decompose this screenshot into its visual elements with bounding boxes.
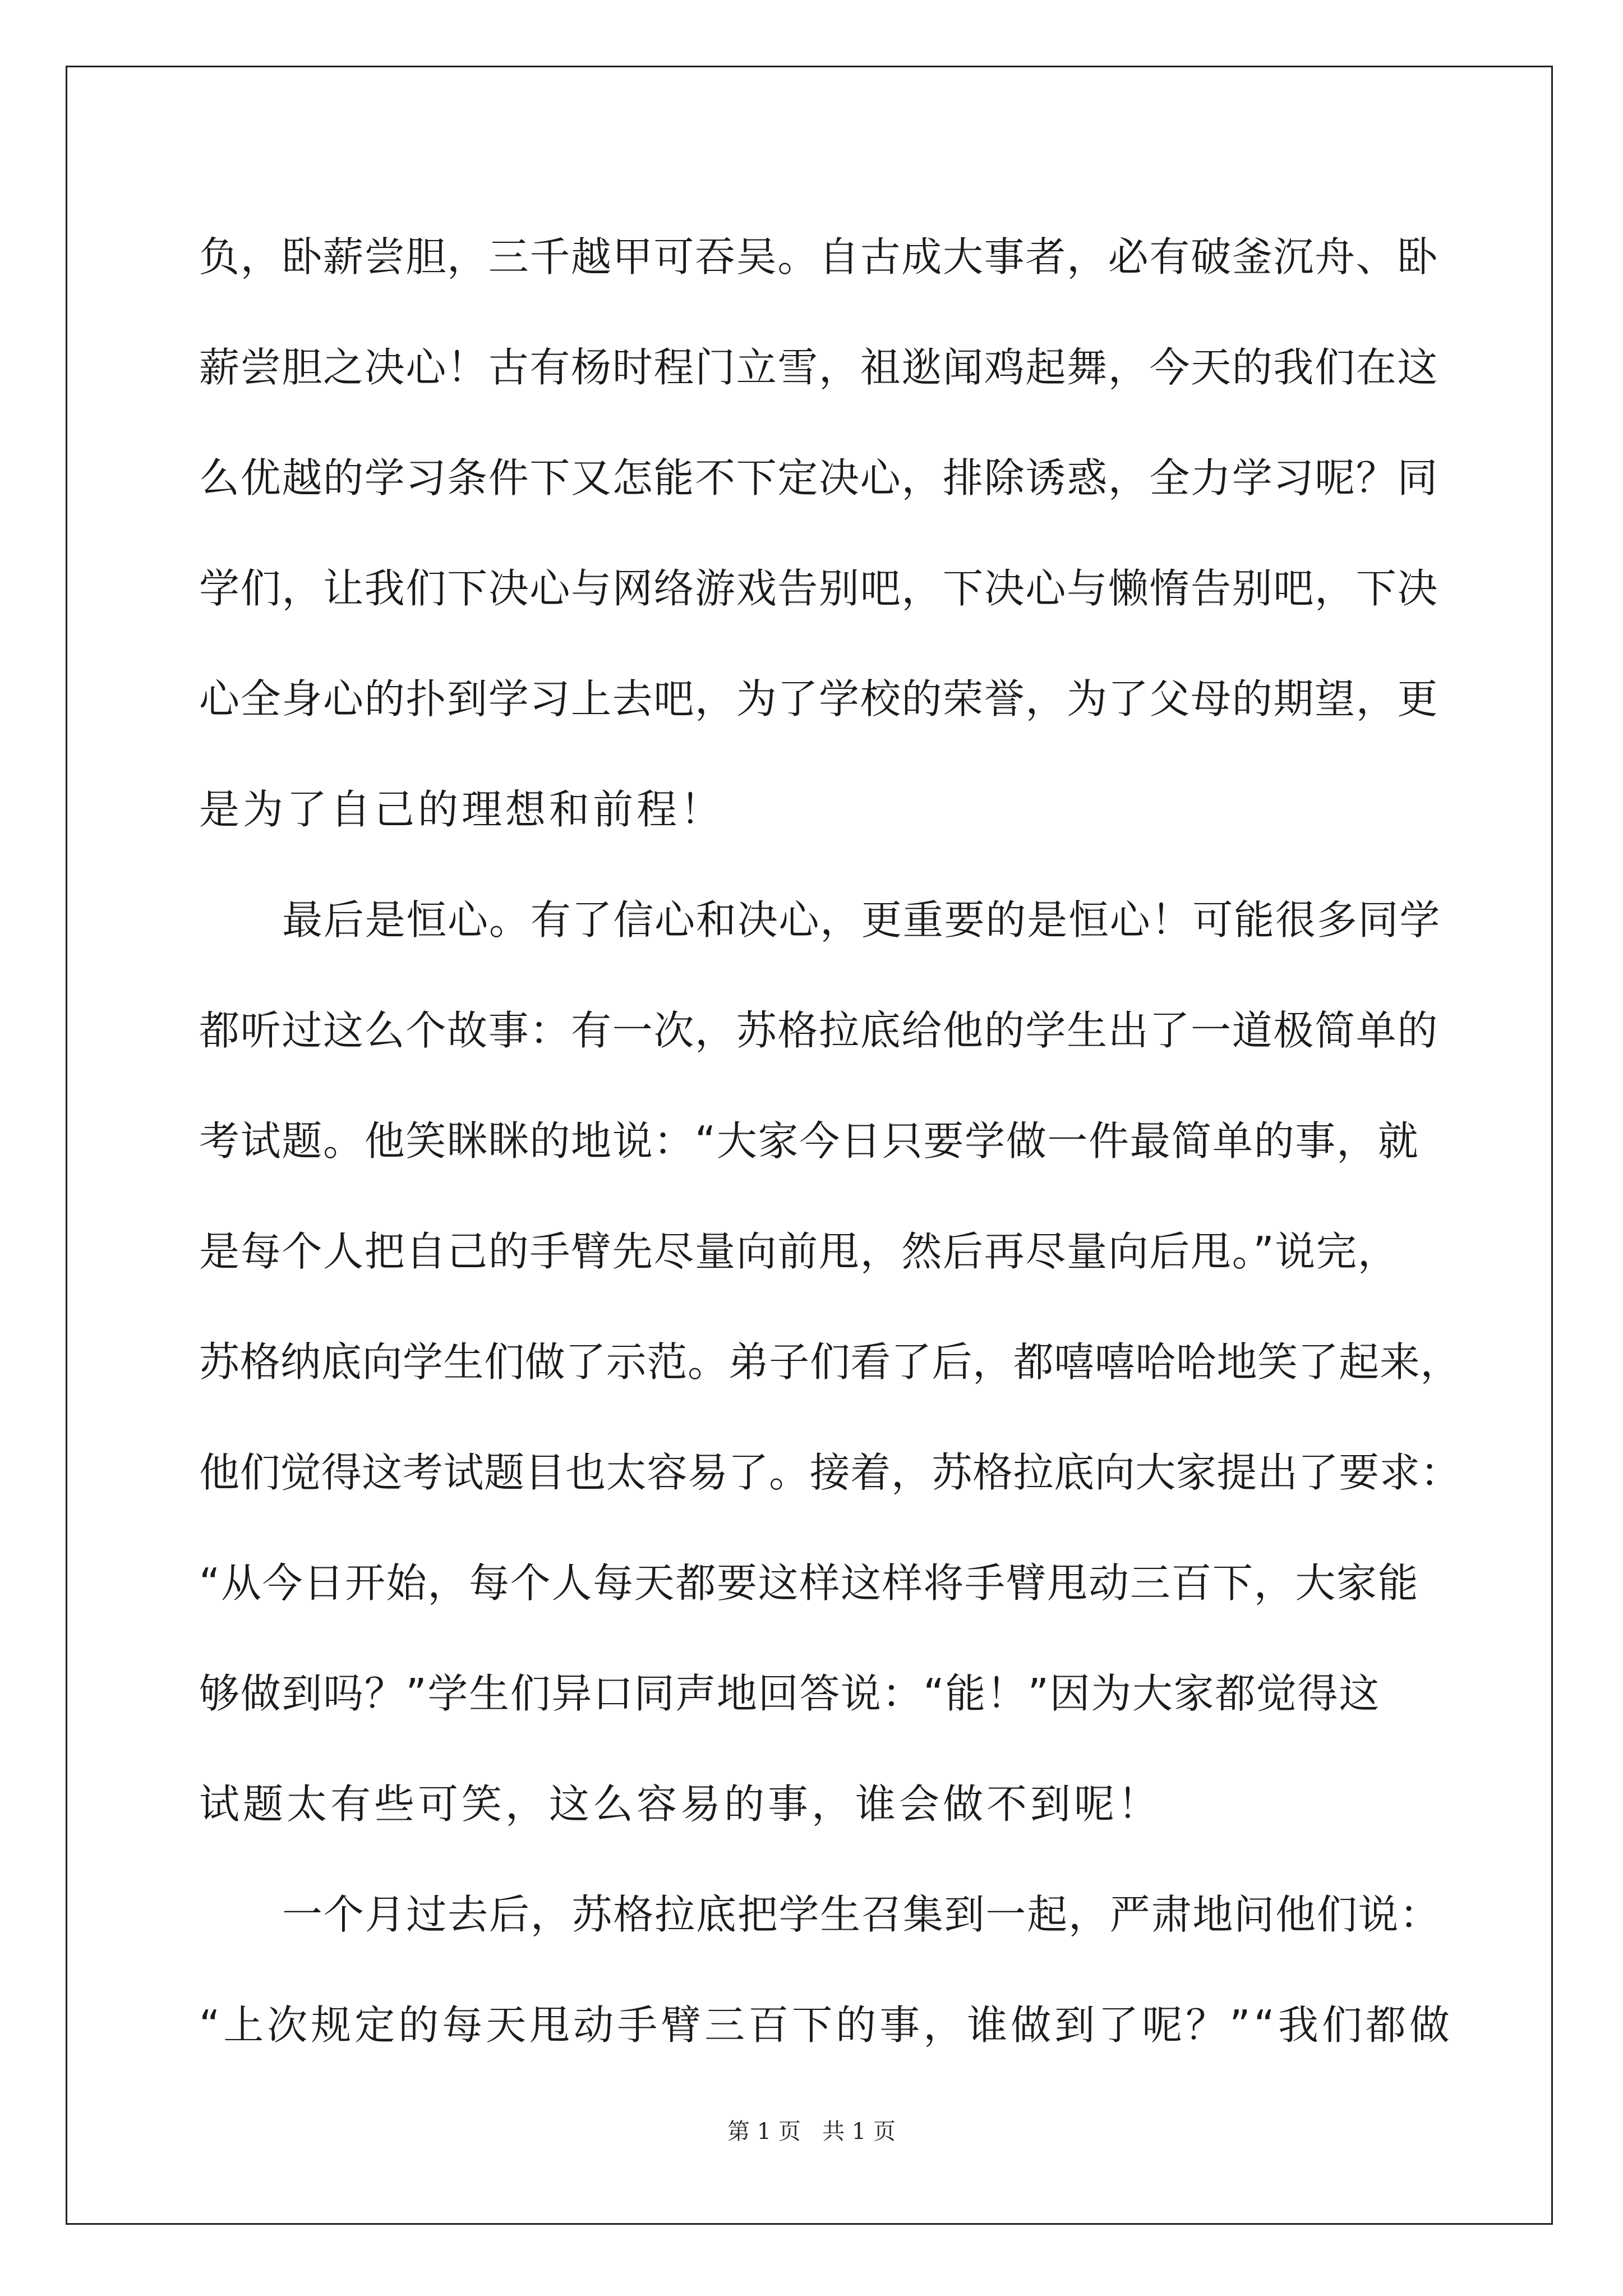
text-line: “上次规定的每天甩动手臂三百下的事，谁做到了呢？”“我们都做 (199, 2001, 1453, 2049)
text-line: 学们，让我们下决心与网络游戏告别吧，下决心与懒惰告别吧，下决 (199, 565, 1439, 612)
text-line: 苏格纳底向学生们做了示范。弟子们看了后，都嘻嘻哈哈地笑了起来， (199, 1338, 1461, 1386)
text-line: 都听过这么个故事：有一次，苏格拉底给他的学生出了一道极简单的 (199, 1007, 1439, 1054)
document-body (199, 202, 1461, 2081)
text-line: 够做到吗？”学生们异口同声地回答说：“能！”因为大家都觉得这 (199, 1670, 1381, 1717)
text-line: 是每个人把自己的手臂先尽量向前甩，然后再尽量向后甩。”说完， (199, 1228, 1399, 1275)
text-line: 最后是恒心。有了信心和决心，更重要的是恒心！可能很多同学 (282, 896, 1441, 944)
text-line: 考试题。他笑眯眯的地说：“大家今日只要学做一件最简单的事，就 (199, 1117, 1419, 1165)
text-line: 么优越的学习条件下又怎能不下定决心，排除诱惑，全力学习呢？同 (199, 454, 1439, 501)
text-line: 他们觉得这考试题目也太容易了。接着，苏格拉底向大家提出了要求： (199, 1449, 1461, 1496)
text-line: 心全身心的扑到学习上去吧，为了学校的荣誉，为了父母的期望，更 (199, 675, 1439, 723)
text-line: 是为了自己的理想和前程！ (199, 786, 725, 833)
text-line: “从今日开始，每个人每天都要这样这样将手臂甩动三百下，大家能 (199, 1559, 1419, 1607)
text-line: 试题太有些可笑，这么容易的事，谁会做不到呢！ (199, 1780, 1162, 1828)
text-line: 一个月过去后，苏格拉底把学生召集到一起，严肃地问他们说： (282, 1891, 1441, 1938)
text-line: 负，卧薪尝胆，三千越甲可吞吴。自古成大事者，必有破釜沉舟、卧 (199, 233, 1439, 280)
page-footer: 第 1 页 共 1 页 (727, 2119, 896, 2145)
text-line: 薪尝胆之决心！古有杨时程门立雪，祖逖闻鸡起舞，今天的我们在这 (199, 344, 1439, 391)
